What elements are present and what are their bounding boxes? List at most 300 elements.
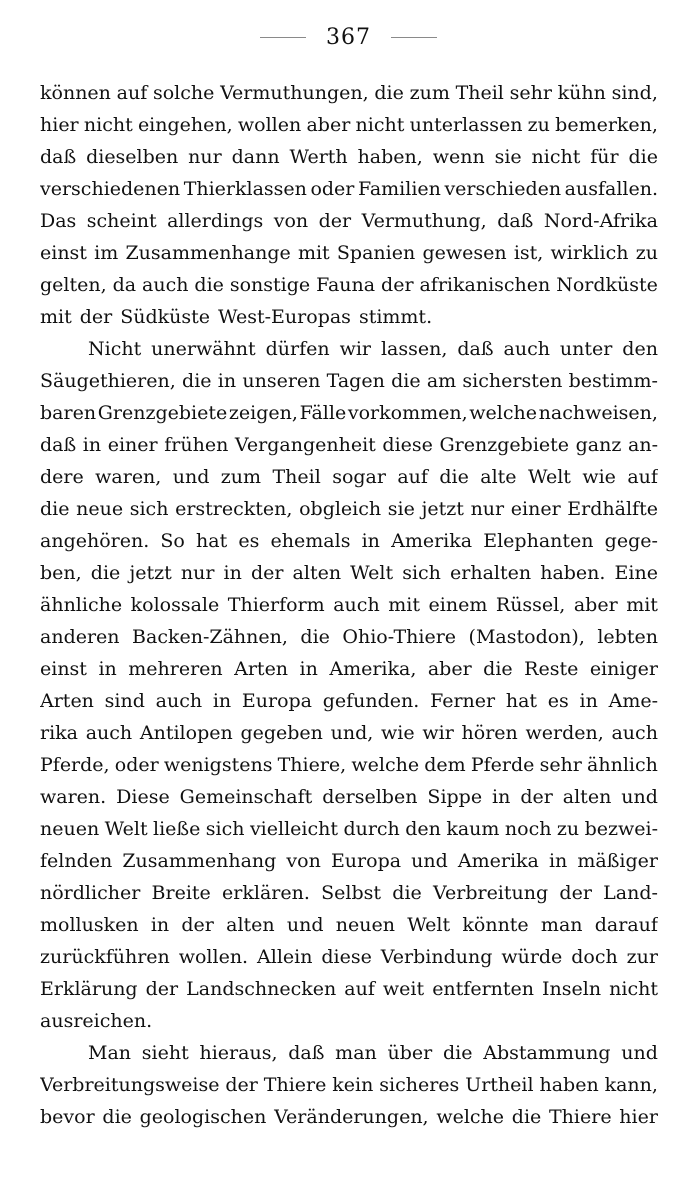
word: wollen.: [178, 946, 249, 968]
word: haben,: [357, 146, 423, 168]
word: erklären.: [222, 882, 310, 904]
word: daß: [288, 1042, 325, 1064]
word: unterlassen: [409, 114, 523, 136]
word: Werth: [289, 146, 348, 168]
word: sogar: [332, 466, 386, 488]
word: die: [439, 466, 469, 488]
word: es: [547, 690, 569, 712]
word: eingehen,: [137, 114, 233, 136]
word: in: [212, 690, 232, 712]
word: Ohio-Thiere: [342, 626, 457, 648]
word: sie: [387, 498, 415, 520]
word: auch: [155, 690, 203, 712]
text-line: [40, 461, 658, 493]
text-line: [40, 685, 658, 717]
word: die: [300, 626, 330, 648]
text-line: [40, 877, 658, 909]
word: rika: [40, 722, 78, 744]
word: Arten: [234, 658, 289, 680]
page-number: 367: [326, 24, 371, 50]
word: bemerken,: [555, 114, 658, 136]
word: mäßiger: [577, 850, 658, 872]
text-line: [40, 845, 658, 877]
word: sonstige: [229, 274, 311, 296]
text-line: [40, 109, 658, 141]
word: mit: [297, 242, 330, 264]
word: welche: [436, 1106, 505, 1128]
word: Amerika,: [329, 658, 417, 680]
word: der: [520, 786, 553, 808]
word: ganz: [575, 434, 622, 456]
word: die: [391, 370, 421, 392]
word: und: [286, 914, 324, 936]
text-line: [40, 429, 658, 461]
word: gegeben: [240, 722, 323, 744]
word: der: [250, 562, 284, 584]
word: jetzt: [421, 498, 464, 520]
word: am: [426, 370, 457, 392]
word: wie: [381, 722, 415, 744]
word: Elephanten: [483, 530, 594, 552]
word: Antilopen: [139, 722, 233, 744]
word: sind,: [611, 82, 658, 104]
word: dieselben: [86, 146, 179, 168]
text-line: [40, 493, 658, 525]
text-line: [40, 909, 658, 941]
text-line: [40, 1037, 658, 1069]
word: sich: [129, 498, 169, 520]
word: dem: [424, 754, 466, 776]
word: die: [628, 146, 658, 168]
word: es: [238, 530, 260, 552]
word: scheint: [86, 210, 157, 232]
word: zurückführen: [40, 946, 170, 968]
word: der: [225, 1074, 258, 1096]
word: ausfallen.: [564, 178, 658, 200]
word: sicheres: [379, 1074, 460, 1096]
word: waren,: [95, 466, 162, 488]
text-line: [40, 525, 658, 557]
word: Abstammung: [483, 1042, 611, 1064]
word: hier: [40, 114, 79, 136]
word: ähnlich: [587, 754, 658, 776]
word: von: [273, 210, 309, 232]
word: zum: [409, 82, 450, 104]
word: alten: [562, 786, 612, 808]
word: haben: [539, 1074, 599, 1096]
word: durch: [343, 818, 400, 840]
word: welche: [469, 402, 537, 424]
word: in: [548, 850, 568, 872]
word: zur: [626, 946, 658, 968]
word: Rüssel,: [495, 594, 566, 616]
word: auf: [116, 82, 148, 104]
word: hieraus,: [199, 1042, 278, 1064]
word: werden,: [525, 722, 604, 744]
word: nur: [180, 562, 215, 584]
word: in: [223, 562, 242, 584]
word: Urtheil: [465, 1074, 534, 1096]
word: obgleich: [299, 498, 382, 520]
word: kann,: [604, 1074, 658, 1096]
word: dere: [40, 466, 84, 488]
word: man: [540, 914, 583, 936]
word: gelten,: [40, 274, 107, 296]
word: Europa: [241, 690, 312, 712]
text-line: [40, 365, 658, 397]
word: Das: [40, 210, 77, 232]
paragraph: [40, 333, 658, 1037]
word: an-: [628, 434, 658, 456]
word: Gemeinschaft: [179, 786, 313, 808]
word: Theil: [272, 466, 321, 488]
header-rule-right: [391, 37, 437, 38]
word: Welt: [407, 914, 451, 936]
word: ließe: [153, 818, 201, 840]
word: Verbreitungsweise: [40, 1074, 220, 1096]
word: der: [559, 882, 592, 904]
word: daß: [40, 146, 77, 168]
word: ähnliche: [40, 594, 123, 616]
word: Land-: [603, 882, 658, 904]
word: auch: [503, 338, 550, 360]
word: waren.: [40, 786, 107, 808]
word: aber: [427, 658, 472, 680]
word: kühn: [557, 82, 606, 104]
word: sie: [494, 146, 522, 168]
text-line: [40, 973, 658, 1005]
word: und: [621, 1042, 658, 1064]
word: einer: [107, 434, 158, 456]
word: solche: [152, 82, 215, 104]
word: Selbst: [321, 882, 382, 904]
word: können: [40, 82, 111, 104]
word: afrikanischen: [419, 274, 551, 296]
word: felnden: [40, 850, 113, 872]
text-line: [40, 301, 658, 333]
word: die: [182, 370, 212, 392]
word: haben.: [540, 562, 606, 584]
paragraph: [40, 77, 658, 333]
text-line: [40, 589, 658, 621]
word: ben,: [40, 562, 82, 584]
word: daß: [497, 210, 534, 232]
word: erstreckten,: [175, 498, 293, 520]
word: und,: [330, 722, 374, 744]
word: nicht: [355, 114, 405, 136]
word: Veränderungen,: [274, 1106, 429, 1128]
word: in: [217, 370, 237, 392]
word: Grenzgebiete: [439, 434, 570, 456]
word: derselben: [322, 786, 418, 808]
word: Zusammenhange: [125, 242, 291, 264]
word: neuen: [40, 818, 100, 840]
word: zum: [220, 466, 262, 488]
word: stimmt.: [358, 306, 433, 328]
word: Nord-Afrika: [543, 210, 658, 232]
text-line: [40, 1005, 658, 1037]
word: gege-: [604, 530, 658, 552]
page-header: [0, 22, 697, 52]
word: doch: [571, 946, 618, 968]
word: Thiere,: [277, 754, 347, 776]
word: gefunden.: [322, 690, 420, 712]
word: Vergangenheit: [234, 434, 376, 456]
word: aber: [573, 594, 618, 616]
word: geologischen: [139, 1106, 267, 1128]
word: wirklich: [550, 242, 629, 264]
word: Diese: [116, 786, 170, 808]
text-line: [40, 653, 658, 685]
word: Inseln: [542, 978, 602, 1000]
word: bestimm-: [568, 370, 658, 392]
word: Amerika: [391, 530, 473, 552]
word: Vermuthungen,: [220, 82, 369, 104]
word: in: [361, 530, 380, 552]
word: Grenzgebiete: [97, 402, 228, 424]
word: in: [82, 434, 102, 456]
word: lassen,: [380, 338, 448, 360]
word: Verbindung: [380, 946, 493, 968]
header-rule-left: [260, 37, 306, 38]
word: ausreichen.: [40, 1010, 153, 1032]
word: unter: [559, 338, 613, 360]
word: Thiere: [263, 1074, 327, 1096]
word: wenn: [432, 146, 485, 168]
text-line: [40, 749, 658, 781]
word: Welt: [350, 562, 394, 584]
word: die: [392, 882, 422, 904]
word: auf: [627, 466, 658, 488]
word: hat: [196, 530, 228, 552]
word: der: [318, 210, 352, 232]
word: hören: [461, 722, 518, 744]
word: alten: [226, 914, 275, 936]
word: Säugethieren,: [40, 370, 176, 392]
word: nur: [188, 146, 222, 168]
text-line: [40, 621, 658, 653]
text-line: [40, 205, 658, 237]
word: kaum: [446, 818, 500, 840]
text-line: [40, 269, 658, 301]
word: zu: [635, 242, 658, 264]
word: sichersten: [462, 370, 563, 392]
word: diese: [382, 434, 433, 456]
word: Thierklassen: [183, 178, 307, 200]
word: auch: [333, 594, 380, 616]
word: Fälle: [299, 402, 347, 424]
word: ist,: [513, 242, 544, 264]
word: die: [374, 82, 404, 104]
word: die: [483, 658, 513, 680]
word: die: [102, 1106, 132, 1128]
word: im: [94, 242, 119, 264]
word: die: [194, 274, 224, 296]
word: vorkommen,: [347, 402, 468, 424]
word: sind: [104, 690, 145, 712]
text-line: [40, 781, 658, 813]
word: da: [112, 274, 137, 296]
word: in: [579, 690, 598, 712]
word: Thiere: [549, 1106, 612, 1128]
word: alte: [480, 466, 517, 488]
text-line: [40, 237, 658, 269]
word: die: [90, 562, 121, 584]
word: Tagen: [326, 370, 385, 392]
word: einem: [428, 594, 488, 616]
word: baren: [40, 402, 97, 424]
text-line: [40, 77, 658, 109]
word: Reste: [524, 658, 579, 680]
word: unerwähnt: [151, 338, 256, 360]
word: Europa: [330, 850, 402, 872]
word: mit: [626, 594, 658, 616]
word: Welt: [527, 466, 571, 488]
word: mit: [40, 306, 72, 328]
word: zu: [527, 114, 550, 136]
word: Erdhälfte: [567, 498, 658, 520]
word: dann: [231, 146, 280, 168]
word: bezwei-: [584, 818, 658, 840]
word: Pferde,: [40, 754, 110, 776]
word: zeigen,: [228, 402, 298, 424]
word: wir: [422, 722, 454, 744]
word: nicht: [531, 146, 581, 168]
word: Thierform: [227, 594, 325, 616]
word: sehr: [539, 754, 582, 776]
word: noch: [504, 818, 552, 840]
word: über: [387, 1042, 433, 1064]
word: nachweisen,: [538, 402, 658, 424]
word: Vermuthung,: [361, 210, 487, 232]
word: und: [172, 466, 210, 488]
word: Landschnecken: [186, 978, 337, 1000]
text-line: [40, 173, 658, 205]
word: allerdings: [167, 210, 264, 232]
word: Pferde: [470, 754, 535, 776]
word: welche: [351, 754, 420, 776]
word: die: [511, 1106, 542, 1128]
word: könnte: [462, 914, 529, 936]
word: mehreren: [128, 658, 223, 680]
word: ehemals: [270, 530, 351, 552]
word: auf: [344, 978, 375, 1000]
word: Welt: [104, 818, 148, 840]
word: kein: [332, 1074, 374, 1096]
word: in: [299, 658, 318, 680]
text-line: [40, 333, 658, 365]
word: Man: [88, 1042, 132, 1064]
word: in: [98, 658, 117, 680]
word: Theil: [455, 82, 504, 104]
word: hier: [619, 1106, 658, 1128]
word: erhalten: [450, 562, 532, 584]
word: in: [150, 914, 170, 936]
word: diese: [321, 946, 372, 968]
text-line: [40, 397, 658, 429]
word: nicht: [83, 114, 133, 136]
word: der: [381, 274, 414, 296]
word: wir: [339, 338, 372, 360]
word: sehr: [509, 82, 552, 104]
word: der: [79, 306, 113, 328]
word: Ame-: [608, 690, 658, 712]
word: zu: [556, 818, 580, 840]
word: Südküste: [120, 306, 211, 328]
word: lebten: [597, 626, 658, 648]
word: unseren: [242, 370, 321, 392]
word: Breite: [151, 882, 211, 904]
word: Amerika: [457, 850, 539, 872]
word: Fauna: [316, 274, 376, 296]
word: Backen-Zähnen,: [132, 626, 288, 648]
word: alten: [292, 562, 342, 584]
body-text: [40, 77, 658, 1133]
word: den: [405, 818, 441, 840]
word: oder: [114, 754, 159, 776]
word: daß: [40, 434, 77, 456]
word: anderen: [40, 626, 120, 648]
word: neuen: [335, 914, 395, 936]
word: neue: [76, 498, 124, 520]
word: Nicht: [88, 338, 142, 360]
word: einst: [40, 658, 87, 680]
word: in: [492, 786, 511, 808]
word: gewesen: [422, 242, 507, 264]
word: Eine: [614, 562, 658, 584]
word: einer: [510, 498, 561, 520]
word: die: [443, 1042, 473, 1064]
word: bevor: [40, 1106, 95, 1128]
word: Nordküste: [556, 274, 658, 296]
word: darauf: [594, 914, 658, 936]
word: aber: [306, 114, 351, 136]
word: weit: [382, 978, 425, 1000]
word: nur: [470, 498, 505, 520]
word: der: [181, 914, 214, 936]
word: daß: [457, 338, 494, 360]
word: einiger: [589, 658, 658, 680]
word: man: [335, 1042, 377, 1064]
word: den: [622, 338, 658, 360]
word: die: [40, 498, 70, 520]
word: entfernten: [432, 978, 535, 1000]
word: angehören.: [40, 530, 150, 552]
word: sich: [205, 818, 245, 840]
text-line: [40, 941, 658, 973]
text-line: [40, 1101, 658, 1133]
word: sich: [402, 562, 441, 584]
word: West-Europas: [218, 306, 351, 328]
paragraph: [40, 1037, 658, 1133]
word: (Mastodon),: [468, 626, 585, 648]
word: nicht: [609, 978, 658, 1000]
text-line: [40, 1069, 658, 1101]
word: für: [590, 146, 619, 168]
word: Zusammenhang: [122, 850, 277, 872]
word: einst: [40, 242, 87, 264]
word: oder: [310, 178, 355, 200]
word: Allein: [257, 946, 313, 968]
word: frühen: [164, 434, 229, 456]
word: vielleicht: [249, 818, 338, 840]
word: würde: [501, 946, 563, 968]
word: und: [621, 786, 658, 808]
word: verschieden: [444, 178, 562, 200]
text-line: [40, 717, 658, 749]
word: So: [160, 530, 185, 552]
word: sieht: [141, 1042, 189, 1064]
